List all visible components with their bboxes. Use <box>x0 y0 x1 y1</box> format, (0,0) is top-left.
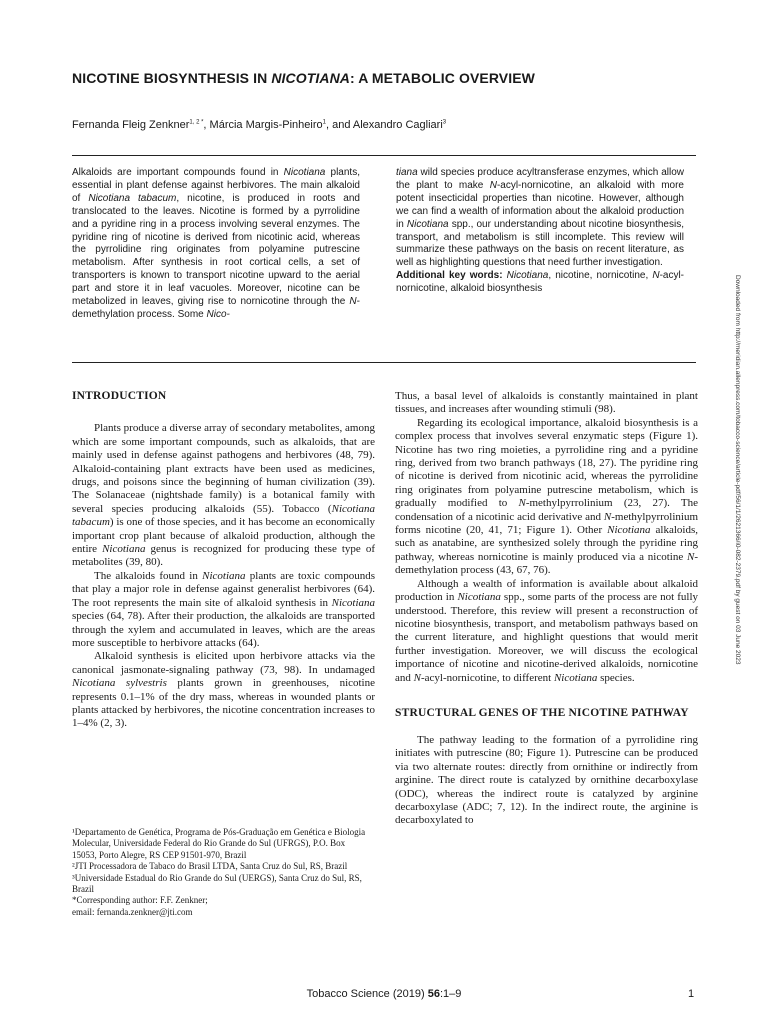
body-left-column <box>72 390 375 731</box>
abstract-left-column <box>72 167 360 322</box>
intro-paragraphs <box>72 422 375 730</box>
download-watermark-text: Downloaded from http://meridian.allenpress.com/tobacco-science/article-pdf/56/1/1/2621366/i0-082-2379.pdf by guest on 03 June 2023 <box>734 275 741 665</box>
structural-paragraph: The pathway leading to the formation of a pyrrolidine ring initiates with putrescine (80; Figure 1). Putrescine can be produced via two alternate routes: directly from ornithine or indirectly from arginine. The direct route is catalyzed by ornithine decarboxylase (ODC), whereas the indirect route is catalyzed by arginine decarboxylase (ADC; 7, 12). In the indirect route, the arginine is decarboxylated to <box>395 733 698 827</box>
intro-continued-paragraphs <box>395 390 698 685</box>
download-watermark <box>731 275 745 775</box>
abstract-top-rule <box>72 155 696 156</box>
footnote: ¹Departamento de Genética, Programa de Pós-Graduação em Genética e Biologia Molecular, Universidade Federal do Rio Grande do Sul (UFRGS), P.O. Box 15053, Porto Alegre, RS CEP 91501-970, Brazil <box>72 827 366 860</box>
footnote: *Corresponding author: F.F. Zenkner; <box>72 895 208 906</box>
journal-citation: Tobacco Science (2019) 56:1–9 <box>306 988 462 1000</box>
footnote: ²JTI Processadora de Tabaco do Brasil LTDA, Santa Cruz do Sul, RS, Brazil <box>72 861 348 872</box>
section-heading-introduction: INTRODUCTION <box>72 390 167 402</box>
intro-paragraph: Thus, a basal level of alkaloids is constantly maintained in plant tissues, and increases after wounding stimuli (98). <box>395 390 698 416</box>
abstract-text-right: tiana wild species produce acyltransferase enzymes, which allow the plant to make N-acyl-nornicotine, an alkaloid with more potent insecticidal properties than nicotine. However, although we can find a wealth of information about the alkaloid production in Nicotiana spp., our understanding about nicotine biosynthesis, transport, and metabolism is still incomplete. This review will summarize these pathways on the basis on recent literature, as well as highlighting questions that need further investigation. <box>396 167 684 269</box>
author-list: Fernanda Fleig Zenkner$^{1, 2 *}$, Márcia Margis-Pinheiro$^1$, and Alexandro Cagliari$^3$ <box>72 119 447 131</box>
footnote: ³Universidade Estadual do Rio Grande do Sul (UERGS), Santa Cruz do Sul, RS, Brazil <box>72 872 362 895</box>
abstract-text-left: Alkaloids are important compounds found in Nicotiana plants, essential in plant defense against herbivores. The main alkaloid of Nicotiana tabacum, nicotine, is produced in roots and translocated to the leaves. Nicotine is formed by a pyrrolidine and a pyridine ring in a process involving several enzymes. The pyridine ring of nicotine is derived from nicotinic acid, whereas the pyrrolidine ring originates from polyamine putrescine metabolism. After synthesis in root cortical cells, a set of transporters is known to transport nicotine upward to the aerial part and store it in leaf vacuoles. Moreover, nicotine can be metabolized in leaves, giving rise to nornicotine through the N-demethylation process. Some Nico- <box>72 167 360 320</box>
footnote: email: fernanda.zenkner@jti.com <box>72 906 193 917</box>
intro-paragraph: Regarding its ecological importance, alkaloid biosynthesis is a complex process that involves several enzymatic steps (Figure 1). Nicotine has two ring moieties, a pyrrolidine ring and a pyridine ring, derived from two branch pathways (18, 27). The pyridine ring of nicotine is derived from nicotinic acid, whereas the pyrrolidine ring originates from polyamine putrescine metabolism, which is gradually modified to N-methylpyrrolinium (23, 27). The condensation of a nicotinic acid derivative and N-methylpyrrolinium forms nicotine (20, 41, 71; Figure 1). Other Nicotiana alkaloids, such as anatabine, are synthesized solely through the pyridine ring pathway, whereas nornicotine is mainly produced via a nicotine N-demethylation process (43, 67, 76). <box>395 416 698 577</box>
abstract-bottom-rule <box>72 362 696 363</box>
affiliation-footnotes <box>72 827 372 918</box>
intro-paragraph: Although a wealth of information is available about alkaloid production in Nicotiana spp., some parts of the process are not fully understood. Therefore, this review will present a reconstruction of nicotine biosynthesis, transport, and metabolism pathways based on the current literature, and highlight questions that would merit further investigation. Moreover, we will discuss the ecological importance of nicotine and nicotine-derived alkaloids, nornicotine and N-acyl-nornicotine, to different Nicotiana species. <box>395 577 699 684</box>
article-title: NICOTINE BIOSYNTHESIS IN NICOTIANA: A METABOLIC OVERVIEW <box>72 70 535 86</box>
body-right-column <box>395 390 698 828</box>
intro-paragraph: Plants produce a diverse array of secondary metabolites, among which are some important compounds, such as alkaloids, that are mainly used in defense against pathogens and herbivores (48, 79). Alkaloid-containing plant extracts have been used as medicines, drugs, and poisons since the beginning of human civilization (39). The Solanaceae (nightshade family) is a botanical family with several species producing alkaloids (55). Tobacco (Nicotiana tabacum) is one of those species, and it has become an economically important crop plant because of alkaloid production, although the entire Nicotiana genus is recognized for producing these type of metabolites (39, 80). <box>72 422 375 569</box>
abstract-right-column <box>396 167 684 296</box>
intro-paragraph: Alkaloid synthesis is elicited upon herbivore attacks via the canonical jasmonate-signaling pathway (73, 98). In undamaged Nicotiana sylvestris plants grown in greenhouses, nicotine represents 0.1–1% of the dry mass, whereas in wounded plants or plants attacked by herbivores, the nicotine concentration increases to 1–4% (2, 3). <box>72 650 375 730</box>
page-number: 1 <box>688 988 695 1000</box>
keywords: Additional key words: Nicotiana, nicotine, nornicotine, N-acyl-nornicotine, alkaloid biosynthesis <box>396 270 685 295</box>
intro-paragraph: The alkaloids found in Nicotiana plants are toxic compounds that play a major role in defense against generalist herbivores (64). The root represents the main site of alkaloid synthesis in Nicotiana species (64, 78). After their production, the alkaloids are transported through the xylem and accumulated in leaves, which are the areas more susceptible to herbivore attacks (64). <box>72 569 375 649</box>
section-heading-structural-genes: STRUCTURAL GENES OF THE NICOTINE PATHWAY <box>395 706 689 719</box>
